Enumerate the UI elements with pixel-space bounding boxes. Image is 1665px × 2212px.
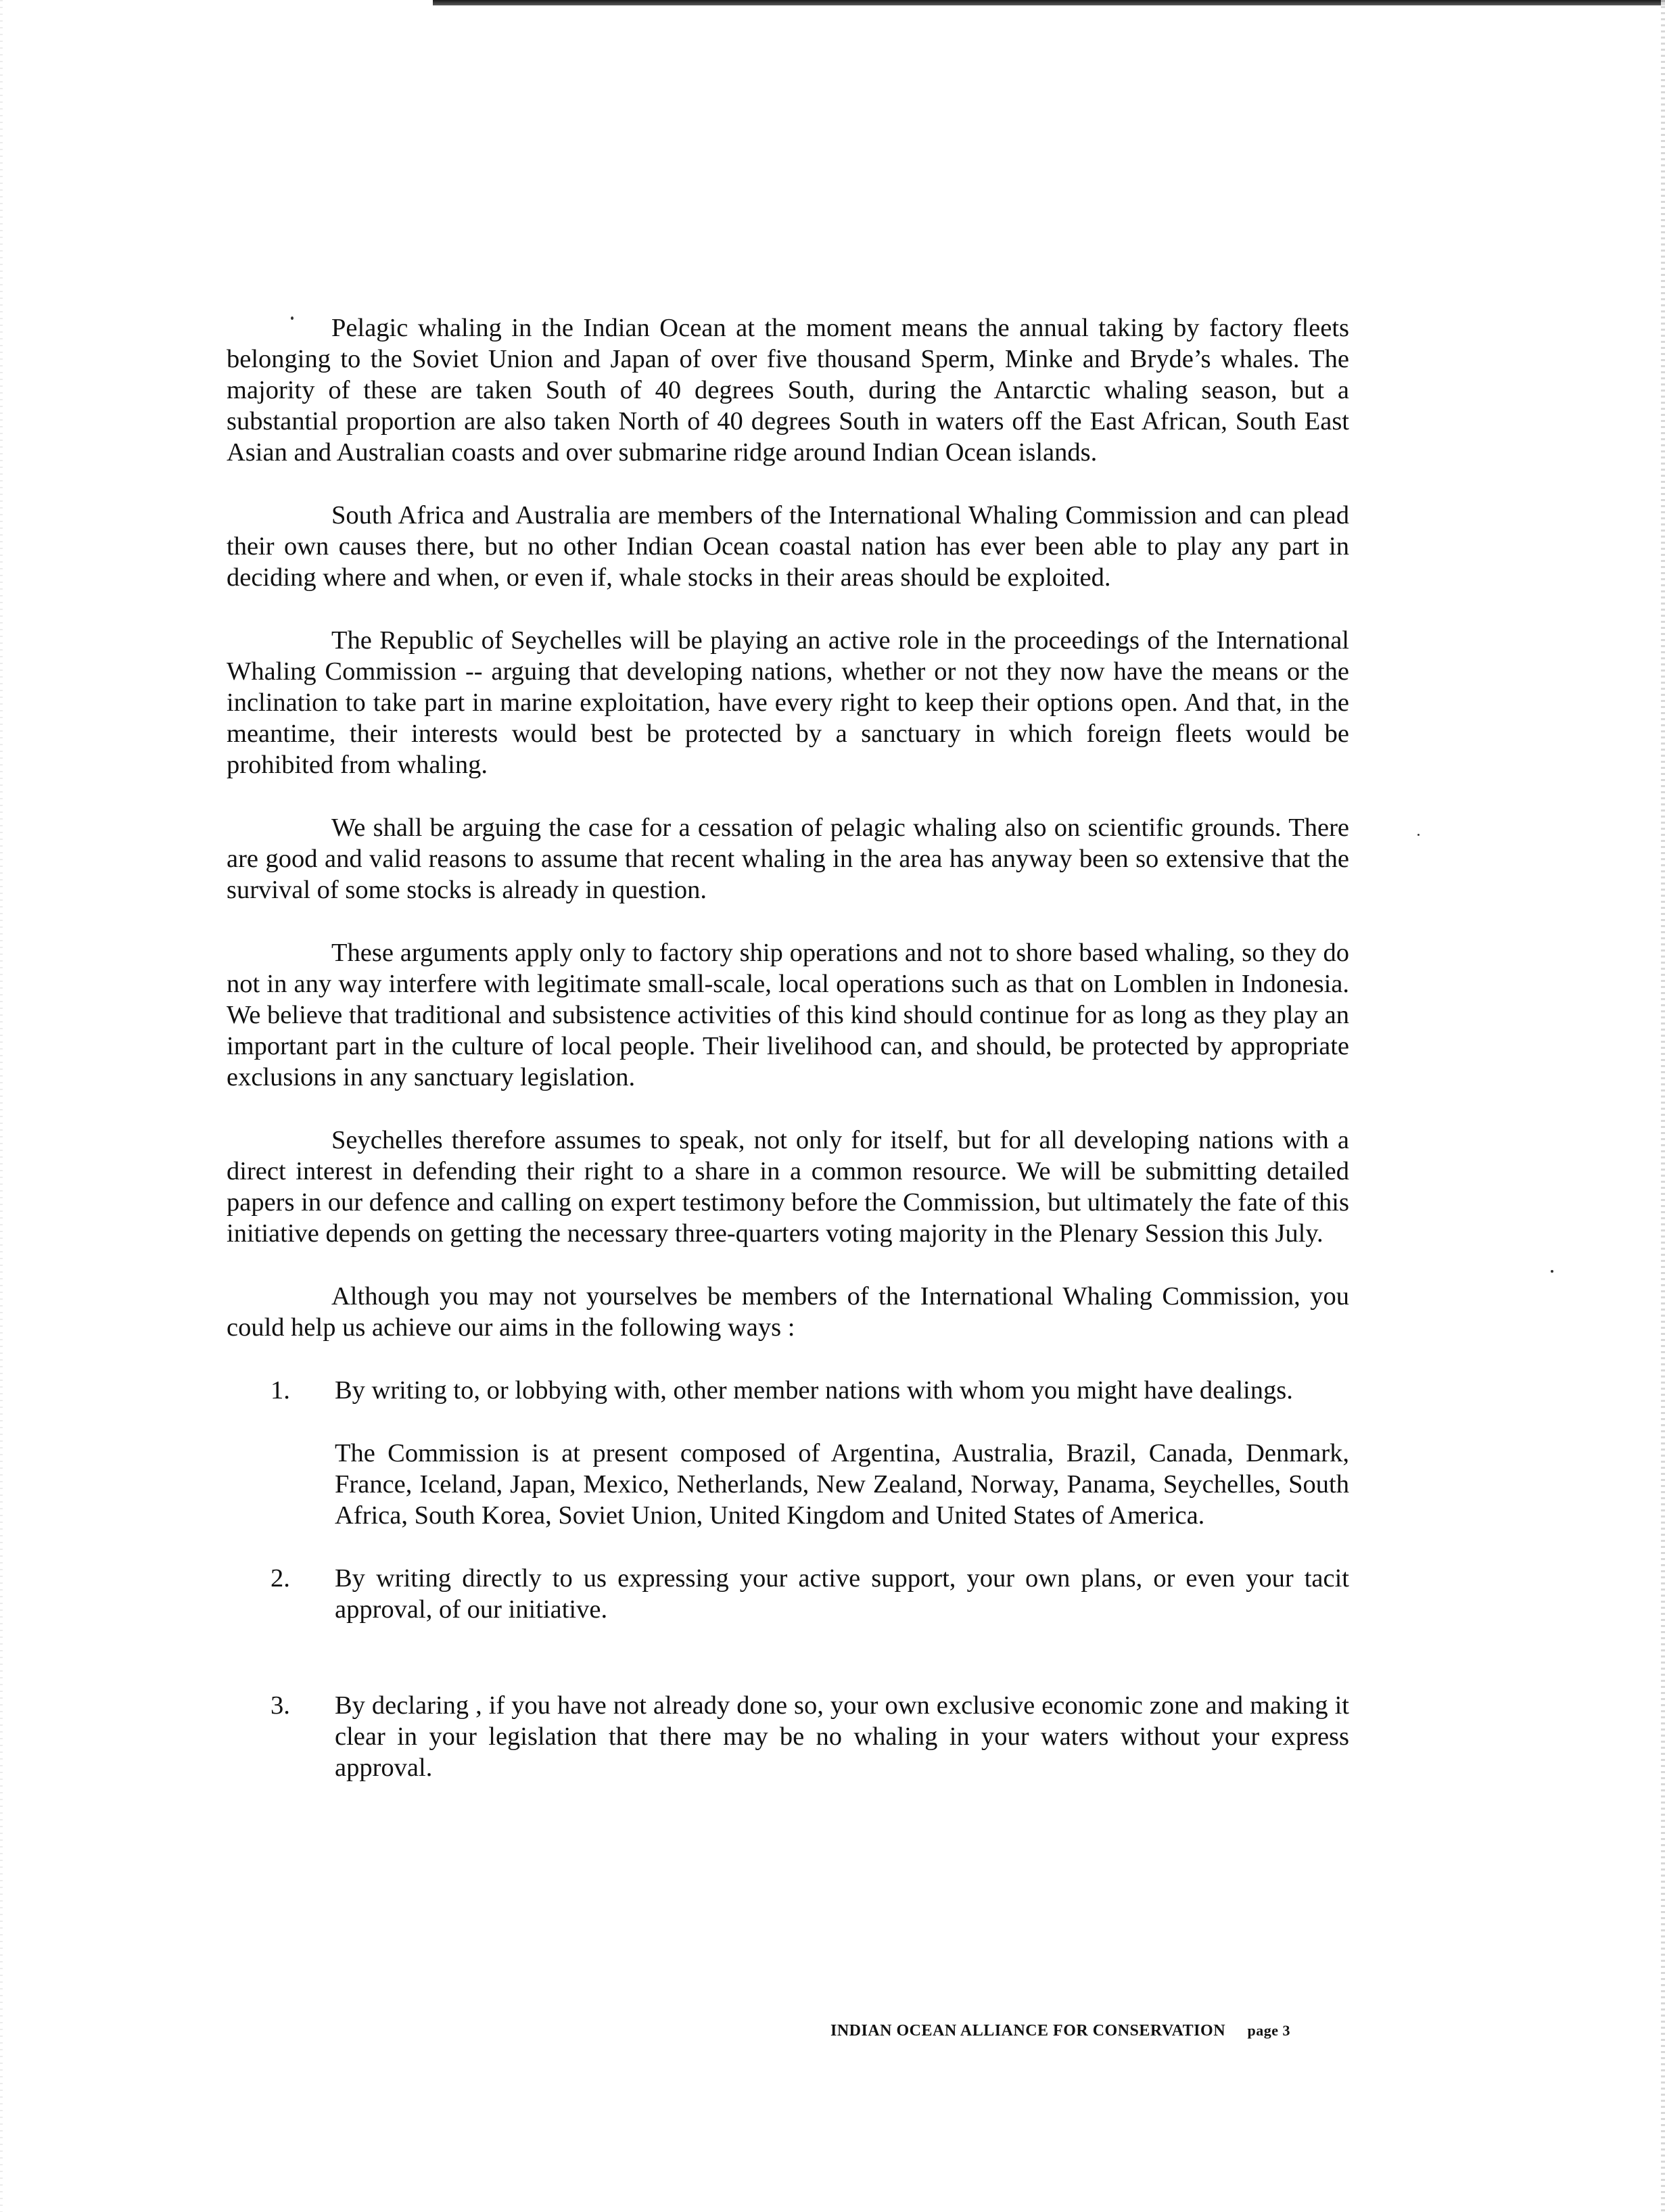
paragraph-how-to-help: Although you may not yourselves be members of the International Whaling Commission, you could help us achieve our aims in the following ways :	[227, 1282, 1349, 1342]
paragraph-iwc-members: South Africa and Australia are members of the International Whaling Commission and can plead their own causes there, but no other Indian Ocean coastal nation has ever been able to play any part in deciding where and when, or even if, whale stocks in their areas should be exploited.	[227, 501, 1349, 592]
footer-organization: INDIAN OCEAN ALLIANCE FOR CONSERVATION	[830, 2022, 1226, 2040]
scan-top-edge	[433, 0, 1665, 5]
list-item-text: By declaring , if you have not already done so, your own exclusive economic zone and making it clear in your legislation that there may be no whaling in your waters without your express approval.	[335, 1691, 1349, 1782]
paragraph-developing-nations: Seychelles therefore assumes to speak, not only for itself, but for all developing nations with a direct interest in defending their right to a share in a common resource. We will be submitting detailed papers in our defence and calling on expert testimony before the Commission, but ultimately the fate of this initiative depends on getting the necessary three-quarters voting majority in the Plenary Session this July.	[227, 1126, 1349, 1248]
list-item	[227, 1375, 1349, 1531]
letter-body	[227, 312, 1349, 1815]
scan-speck	[1551, 1270, 1553, 1273]
list-item-text: By writing to, or lobbying with, other member nations with whom you might have dealings.	[335, 1376, 1293, 1405]
list-item-number: 1.	[271, 1376, 290, 1405]
page-footer	[830, 2022, 1290, 2040]
scan-right-edge	[1661, 0, 1665, 2212]
paragraph-pelagic-whaling: Pelagic whaling in the Indian Ocean at the moment means the annual taking by factory fleets belonging to the Soviet Union and Japan of over five thousand Sperm, Minke and Bryde’s whales. The majority of these are taken South of 40 degrees South, during the Antarctic whaling season, but a substantial proportion are also taken North of 40 degrees South in waters off the East African, South East Asian and Australian coasts and over submarine ridge around Indian Ocean islands.	[227, 314, 1349, 467]
action-list	[227, 1375, 1349, 1783]
commission-members-text: The Commission is at present composed of Argentina, Australia, Brazil, Canada, Denmark, France, Iceland, Japan, Mexico, Netherlands, New Zealand, Norway, Panama, Seychelles, South Africa, South Korea, Soviet Union, United Kingdom and United States of America.	[335, 1439, 1349, 1530]
paragraph-seychelles-role: The Republic of Seychelles will be playing an active role in the proceedings of the International Whaling Commission -- arguing that developing nations, whether or not they now have the means or the inclination to take part in marine exploitation, have every right to keep their options open. And that, in the meantime, their interests would best be protected by a sanctuary in which foreign fleets would be prohibited from whaling.	[227, 626, 1349, 779]
paragraph-scientific-grounds: We shall be arguing the case for a cessation of pelagic whaling also on scientific grounds. There are good and valid reasons to assume that recent whaling in the area has anyway been so extensive that the survival of some stocks is already in question.	[227, 814, 1349, 904]
paragraph-shore-based-whaling: These arguments apply only to factory ship operations and not to shore based whaling, so they do not in any way interfere with legitimate small-scale, local operations such as that on Lomblen in Indonesia. We believe that traditional and subsistence activities of this kind should continue for as long as they play an important part in the culture of local people. Their livelihood can, and should, be protected by appropriate exclusions in any sanctuary legislation.	[227, 939, 1349, 1091]
list-item-number: 2.	[271, 1564, 290, 1593]
scan-left-edge	[0, 0, 3, 2212]
footer-page-number: page 3	[1247, 2022, 1291, 2039]
list-item-text: By writing directly to us expressing your active support, your own plans, or even your tacit approval, of our initiative.	[335, 1564, 1349, 1624]
list-item	[227, 1563, 1349, 1625]
list-item	[227, 1690, 1349, 1783]
list-item-number: 3.	[271, 1691, 290, 1720]
scan-speck	[1417, 834, 1420, 836]
